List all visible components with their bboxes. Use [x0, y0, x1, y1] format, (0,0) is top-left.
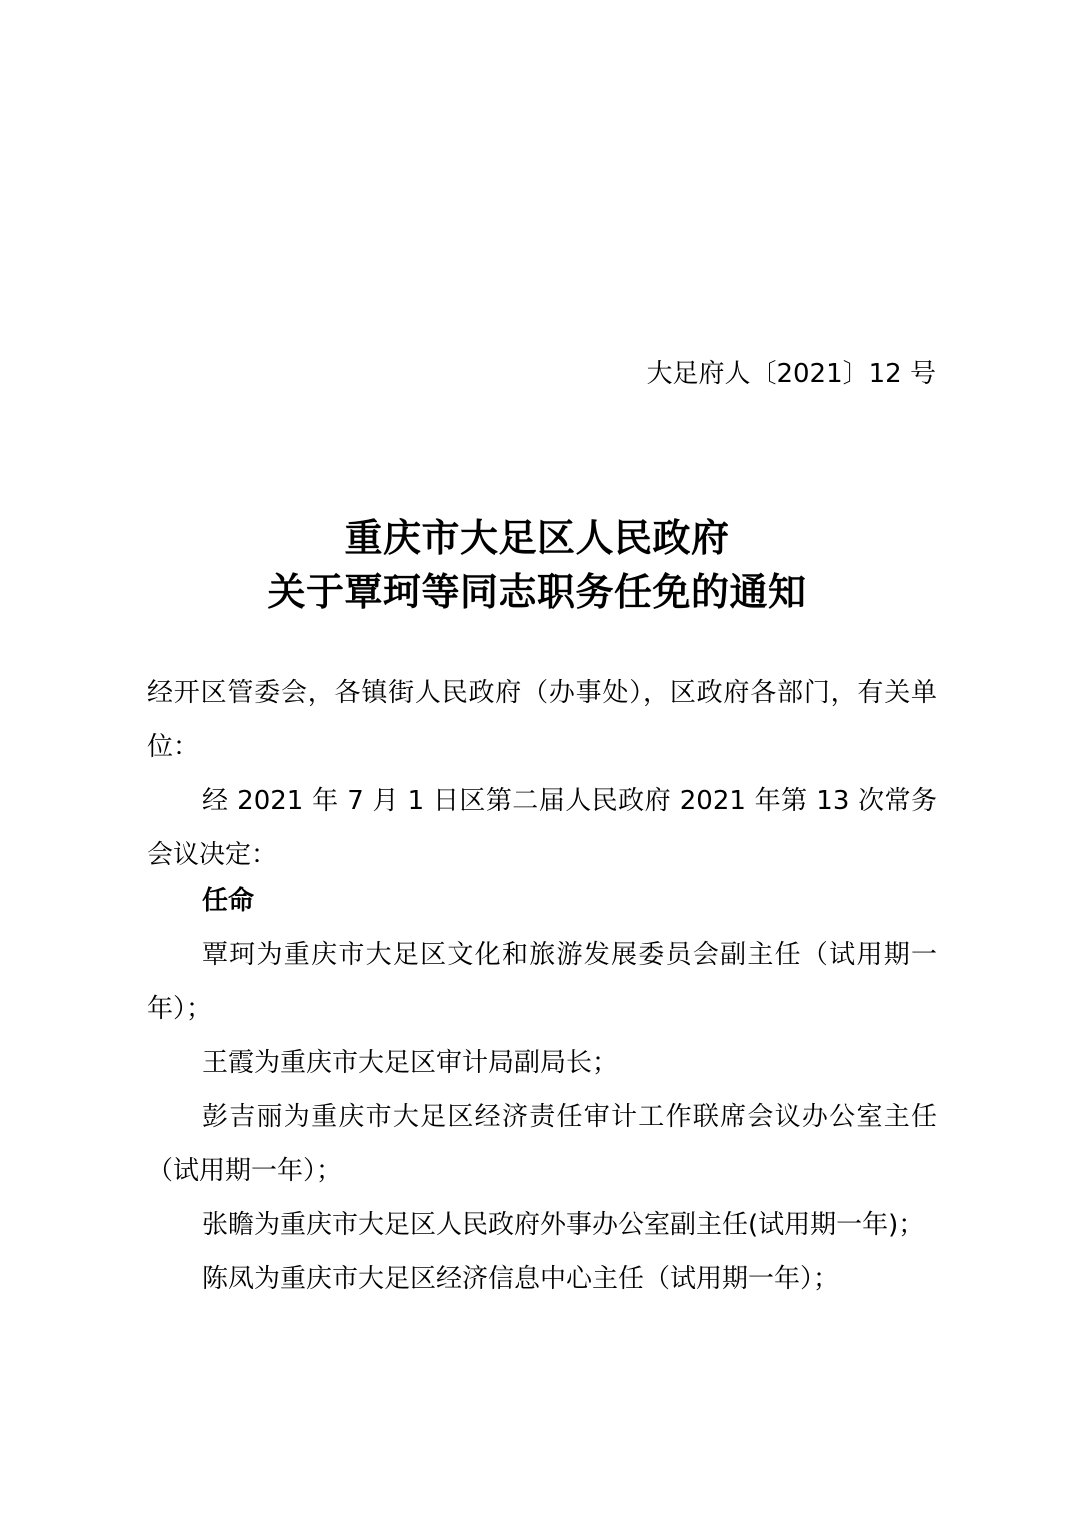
decision-paragraph: 经 2021 年 7 月 1 日区第二届人民政府 2021 年第 13 次常务会议决定：: [147, 786, 937, 870]
appointment-item: 王霞为重庆市大足区审计局副局长；: [202, 1048, 619, 1078]
decision-block: [147, 774, 937, 882]
addressee-paragraph: 经开区管委会，各镇街人民政府（办事处），区政府各部门，有关单位：: [147, 678, 937, 762]
appointment-item: 彭吉丽为重庆市大足区经济责任审计工作联席会议办公室主任（试用期一年）；: [147, 1102, 937, 1186]
addressee-block: [147, 666, 937, 774]
section-heading-appoint: 任命: [202, 886, 255, 916]
document-number: 大足府人〔2021〕12 号: [646, 359, 936, 389]
appointment-item: 张瞻为重庆市大足区人民政府外事办公室副主任(试用期一年)；: [202, 1210, 925, 1240]
appointment-list: [147, 928, 937, 1306]
appointment-item: 覃珂为重庆市大足区文化和旅游发展委员会副主任（试用期一年）；: [147, 940, 937, 1024]
appointment-item: 陈凤为重庆市大足区经济信息中心主任（试用期一年）；: [202, 1264, 840, 1294]
section-heading-block: [147, 874, 937, 928]
document-title-line-1: 重庆市大足区人民政府: [344, 515, 730, 560]
document-title-line-2: 关于覃珂等同志职务任免的通知: [267, 569, 807, 614]
